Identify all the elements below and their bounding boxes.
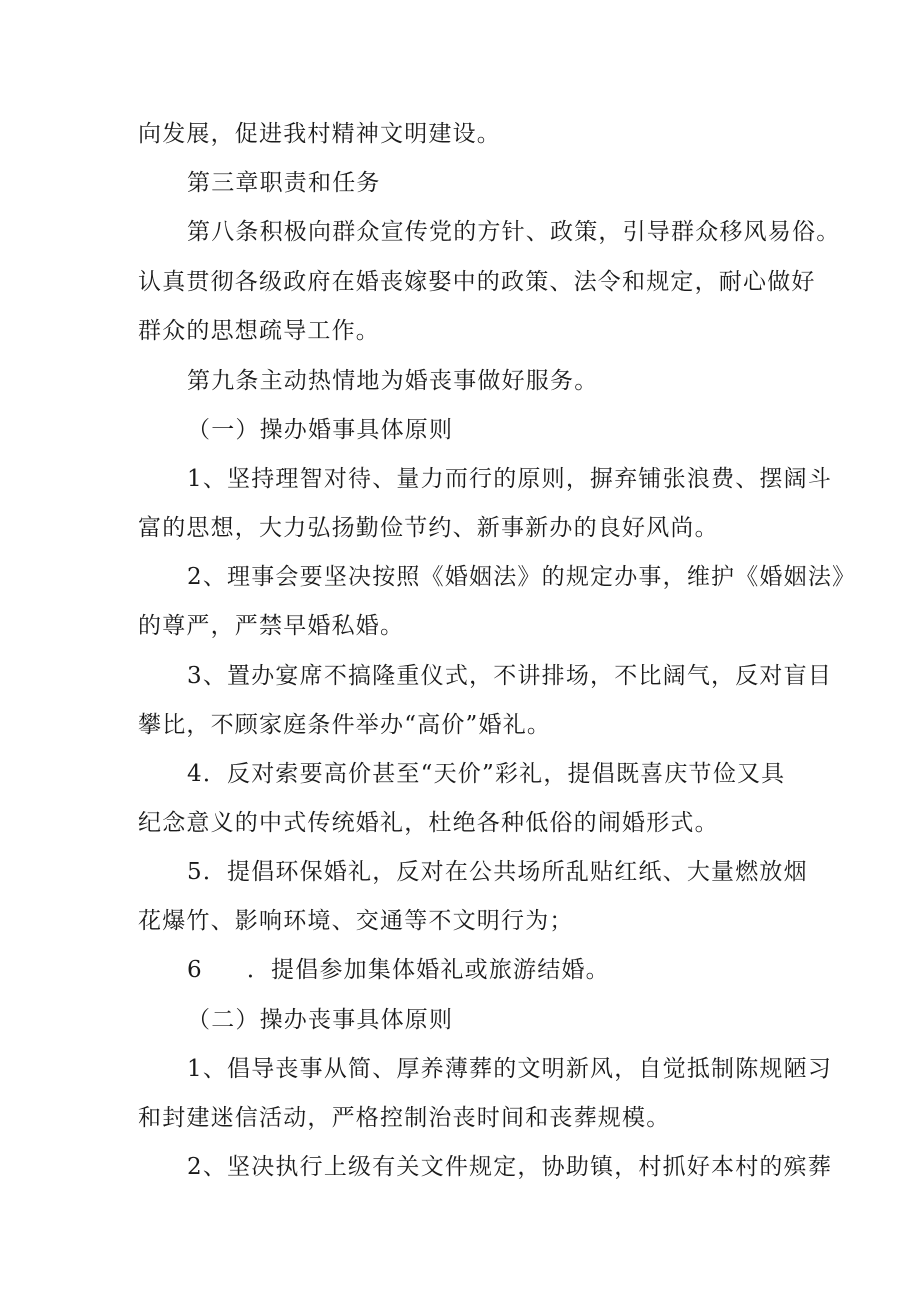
paragraph-line: 第九条主动热情地为婚丧事做好服务。 [187,368,599,394]
list-item: 3、置办宴席不搞隆重仪式，不讲排场，不比阔气，反对盲目 [187,663,833,689]
item-number: 6 [187,957,203,983]
list-item [187,955,610,985]
item-text: ．提倡参加集体婚礼或旅游结婚。 [246,957,610,983]
section-heading: （一）操办婚事具体原则 [187,417,454,443]
list-item: 4．反对索要高价甚至“天价”彩礼，提倡既喜庆节俭又具 [187,761,786,787]
paragraph-line: 富的思想，大力弘扬勤俭节约、新事新办的良好风尚。 [138,515,719,541]
paragraph-line: 群众的思想疏导工作。 [138,318,380,344]
list-item: 2、理事会要坚决按照《婚姻法》的规定办事，维护《婚姻法》 [187,564,857,590]
paragraph-line: 和封建迷信活动，严格控制治丧时间和丧葬规模。 [138,1105,671,1131]
paragraph-line: 纪念意义的中式传统婚礼，杜绝各种低俗的闹婚形式。 [138,810,719,836]
paragraph-line: 的尊严，严禁早婚私婚。 [138,613,405,639]
paragraph-line: 攀比，不顾家庭条件举办“高价”婚礼。 [138,712,552,738]
list-item: 5．提倡环保婚礼，反对在公共场所乱贴红纸、大量燃放烟 [187,859,808,885]
list-item: 2、坚决执行上级有关文件规定，协助镇，村抓好本村的殡葬 [187,1154,833,1180]
list-item: 1、坚持理智对待、量力而行的原则，摒弃铺张浪费、摆阔斗 [187,466,833,492]
paragraph-line: 向发展，促进我村精神文明建设。 [138,121,501,147]
paragraph-line: 第八条积极向群众宣传党的方针、政策，引导群众移风易俗。 [187,219,841,245]
chapter-heading: 第三章职责和任务 [187,170,381,196]
paragraph-line: 花爆竹、影响环境、交通等不文明行为； [138,908,574,934]
paragraph-line: 认真贯彻各级政府在婚丧嫁娶中的政策、法令和规定，耐心做好 [138,269,816,295]
list-item: 1、倡导丧事从简、厚养薄葬的文明新风，自觉抵制陈规陋习 [187,1056,833,1082]
section-heading: （二）操办丧事具体原则 [187,1007,454,1033]
